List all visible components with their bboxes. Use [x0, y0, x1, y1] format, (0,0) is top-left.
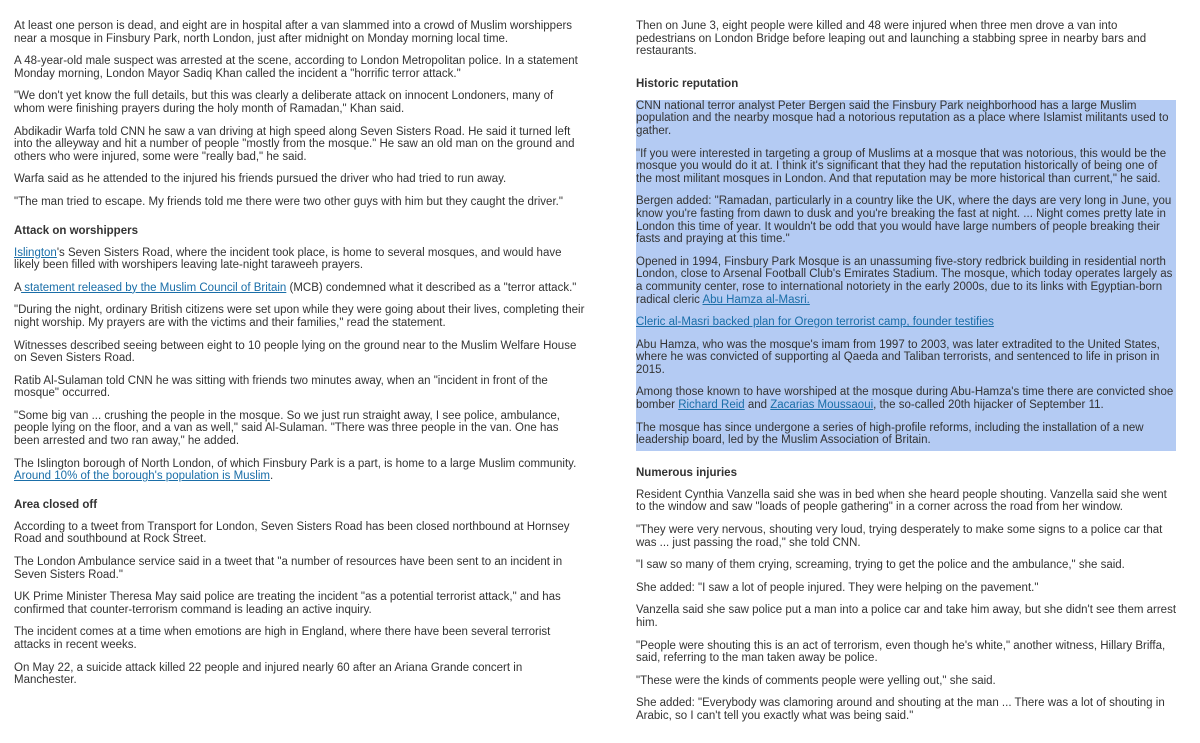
paragraph: "Some big van ... crushing the people in the mosque. So we just run straight away, I see police, ambulance, people lying on the floor, and a van as well," said Al-Sulaman. "There was three people in the van. One has been arrested and two ran away," he added. [14, 409, 560, 448]
paragraph: A 48-year-old male suspect was arrested at the scene, according to London Metropolitan police. In a statement Monday morning, London Mayor Sadiq Khan called the incident a "horrific terror attack." [14, 55, 578, 80]
paragraph: Abdikadir Warfa told CNN he saw a van driving at high speed along Seven Sisters Road. He said it turned left into the alleyway and hit a number of people "mostly from the mosque." He saw an old man on the ground and others who were injured, some were "really bad," he said. [14, 125, 575, 163]
paragraph-text: . [270, 470, 274, 483]
paragraph: "They were very nervous, shouting very loud, trying desperately to make some signs to a police car that was ... just passing the road," she told CNN. [636, 524, 1163, 549]
islington-link[interactable]: Islington [14, 246, 57, 259]
paragraph [14, 247, 586, 272]
paragraph: Then on June 3, eight people were killed and 48 were injured when three men drove a van into pedestrians on London Bridge before leaping out and launching a stabbing spree in nearby bars and restaurants. [636, 20, 1147, 58]
paragraph: "During the night, ordinary British citizens were set upon while they were going about their lives, completing their night worship. My prayers are with the victims and their families," read the statement. [14, 304, 585, 329]
paragraph [14, 282, 586, 295]
paragraph: According to a tweet from Transport for London, Seven Sisters Road has been closed northbound at Hornsey Road and southbound at Rock Street. [14, 520, 570, 546]
paragraph [14, 458, 586, 483]
paragraph: Bergen added: "Ramadan, particularly in a country like the UK, where the days are very long in June, you know you're fasting from dawn to dusk and you're breaking the fast at night. ... Night comes pretty late in London this time of year. It wouldn't be odd that you would have large numbers of people breaking their fasts and praying at this time." [636, 195, 1176, 255]
paragraph: "The man tried to escape. My friends told me there were two other guys with him but they caught the driver." [14, 195, 563, 208]
mcb-statement-link[interactable]: statement released by the Muslim Council of Britain [21, 281, 287, 294]
paragraph: Abu Hamza, who was the mosque's imam from 1997 to 2003, was later extradited to the United States, where he was convicted of supporting al Qaeda and Taliban terrorists, and sentenced to life in prison in 2015. [636, 339, 1176, 387]
left-column [14, 20, 586, 697]
paragraph: Vanzella said she saw police put a man into a police car and take him away, but she didn't see them arrest him. [636, 604, 1177, 629]
population-link[interactable]: Around 10% of the borough's population is Muslim [14, 470, 270, 483]
paragraph-text: 's Seven Sisters Road, where the incident took place, is home to several mosques, and would have likely been filled with worshipers leaving late-night taraweeh prayers. [14, 246, 562, 272]
paragraph: She added: "Everybody was clamoring around and shouting at the man ... There was a lot of shouting in Arabic, so I can't tell you exactly what was being said." [636, 697, 1165, 722]
paragraph: The mosque has since undergone a series of high-profile reforms, including the installation of a new leadership board, led by the Muslim Association of Britain. [636, 422, 1176, 451]
paragraph [636, 386, 1176, 421]
paragraph: "I saw so many of them crying, screaming, trying to get the police and the ambulance," she said. [636, 559, 1125, 572]
paragraph-text: (MCB) condemned what it described as a "terror attack." [286, 281, 577, 294]
paragraph: The London Ambulance service said in a tweet that "a number of resources have been sent to an incident in Seven Sisters Road." [14, 556, 563, 581]
paragraph: She added: "I saw a lot of people injured. They were helping on the pavement." [636, 581, 1039, 594]
paragraph: Witnesses described seeing between eight to 10 people lying on the ground near to the Muslim Welfare House on Seven Sisters Road. [14, 339, 577, 365]
paragraph: "We don't yet know the full details, but this was clearly a deliberate attack on innocent Londoners, many of whom were finishing prayers during the holy month of Ramadan," Khan said. [14, 90, 554, 115]
paragraph: "If you were interested in targeting a group of Muslims at a mosque that was notorious, this would be the mosque you would do it at. I think it's significant that they had the reputation historically of being one of the most militant mosques in London. And that reputation may be more historical than current," he said. [636, 148, 1176, 196]
section-heading-historic: Historic reputation [636, 77, 739, 90]
paragraph: Ratib Al-Sulaman told CNN he was sitting with friends two minutes away, when an "incident in front of the mosque" occurred. [14, 374, 548, 400]
section-heading-area: Area closed off [14, 498, 98, 511]
paragraph: UK Prime Minister Theresa May said police are treating the incident "as a potential terrorist attack," and has confirmed that counter-terrorism command is leading an active inquiry. [14, 591, 561, 616]
section-heading-attack: Attack on worshippers [14, 224, 138, 237]
paragraph: Resident Cynthia Vanzella said she was in bed when she heard people shouting. Vanzella said she went to the window and saw "loads of people gathering" in a corner across the road from her window. [636, 488, 1167, 514]
paragraph: "These were the kinds of comments people were yelling out," she said. [636, 674, 996, 687]
paragraph-text: A [14, 281, 22, 294]
cleric-oregon-link[interactable]: Cleric al-Masri backed plan for Oregon terrorist camp, founder testifies [636, 316, 994, 329]
paragraph: At least one person is dead, and eight are in hospital after a van slammed into a crowd of Muslim worshippers near a mosque in Finsbury Park, north London, just after midnight on Monday morning local time. [14, 20, 573, 45]
paragraph-text: Among those known to have worshiped at the mosque during Abu-Hamza's time there are convicted shoe bomber [636, 386, 1174, 412]
richard-reid-link[interactable]: Richard Reid [678, 399, 745, 412]
section-heading-injuries: Numerous injuries [636, 466, 737, 479]
paragraph-text: The Islington borough of North London, of which Finsbury Park is a part, is home to a large Muslim community. [14, 457, 577, 470]
selected-text-block[interactable] [636, 100, 1176, 451]
zacarias-moussaoui-link[interactable]: Zacarias Moussaoui [770, 399, 874, 412]
paragraph: Warfa said as he attended to the injured his friends pursued the driver who had tried to run away. [14, 173, 507, 186]
abu-hamza-link[interactable]: Abu Hamza al-Masri. [702, 293, 810, 306]
paragraph-text: and [744, 399, 771, 412]
paragraph: "People were shouting this is an act of terrorism, even though he's white," another witness, Hillary Briffa, said, referring to the man taken away be police. [636, 639, 1166, 665]
paragraph: The incident comes at a time when emotions are high in England, where there have been several terrorist attacks in recent weeks. [14, 626, 551, 651]
paragraph-text: , the so-called 20th hijacker of September 11. [873, 399, 1104, 412]
paragraph: On May 22, a suicide attack killed 22 people and injured nearly 60 after an Ariana Grande concert in Manchester. [14, 661, 523, 687]
paragraph-text: Opened in 1994, Finsbury Park Mosque is an unassuming five-story redbrick building in residential north London, close to Arsenal Football Club's Emirates Stadium. The mosque, which today operates largely as a community center, rose to international notoriety in the early 2000s, due to its links with Egyptian-born radical cleric [636, 255, 1173, 306]
right-column [636, 20, 1176, 733]
paragraph [636, 256, 1176, 316]
paragraph: CNN national terror analyst Peter Bergen said the Finsbury Park neighborhood has a large Muslim population and the nearby mosque had a notorious reputation as a place where Islamist militants used to gather. [636, 100, 1176, 148]
paragraph [636, 316, 1176, 339]
